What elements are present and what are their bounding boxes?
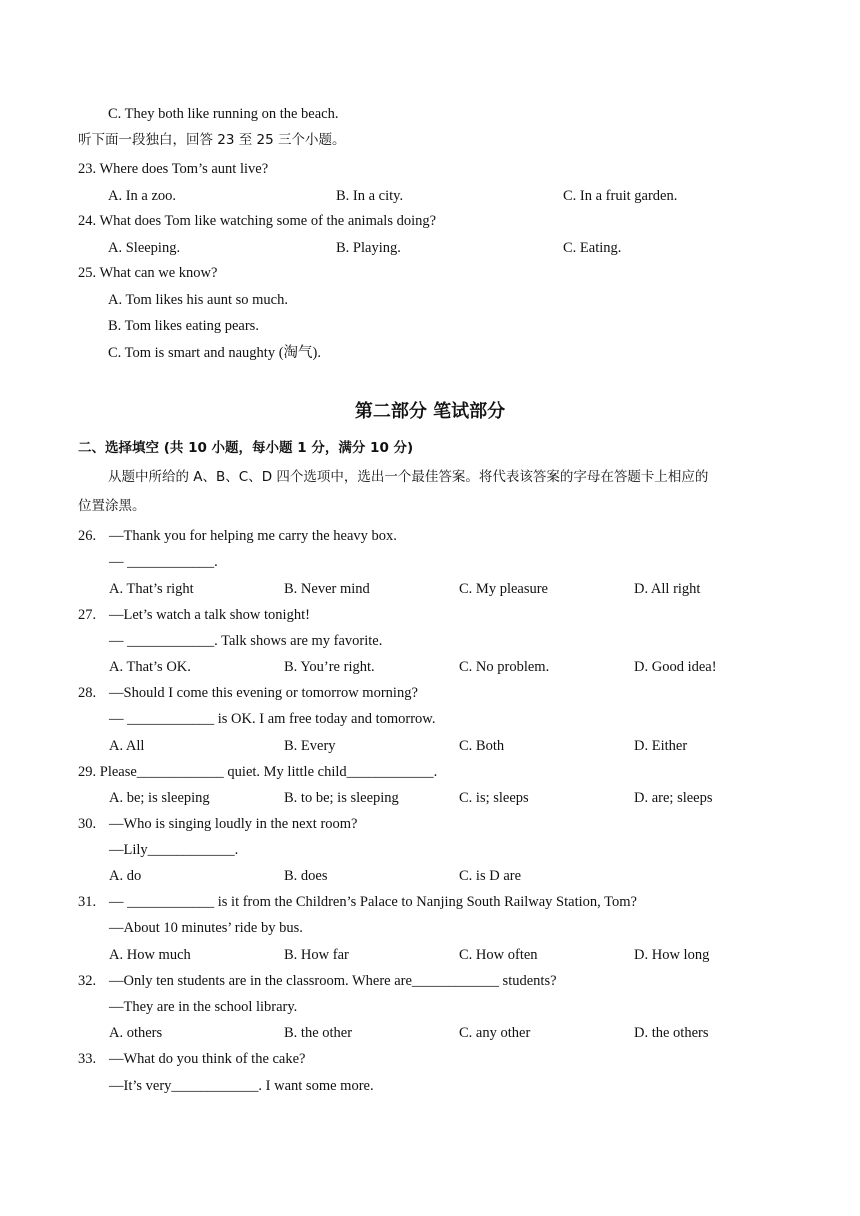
option-b: B. Every (284, 738, 336, 754)
option-a: A. All (109, 738, 145, 754)
question-line-1: —Only ten students are in the classroom. Where are____________ students? (109, 973, 557, 989)
option-c: C. How often (459, 947, 538, 963)
option-b: B. does (284, 868, 328, 884)
option-a: A. That’s right (109, 581, 194, 597)
question-line-1: —What do you think of the cake? (109, 1051, 306, 1067)
option-a: A. How much (109, 947, 191, 963)
question-line-2: —About 10 minutes’ ride by bus. (109, 920, 303, 936)
option-c: C. is D are (459, 868, 522, 884)
option-b: B. You’re right. (284, 659, 375, 675)
option-d: D. How long (634, 947, 710, 963)
question-number: 28. (78, 685, 97, 701)
question-number: 33. (78, 1051, 97, 1067)
question-line-1: —Should I come this evening or tomorrow morning? (109, 685, 418, 701)
question-line-1: —Who is singing loudly in the next room? (109, 816, 358, 832)
question-line-2: — ____________ is OK. I am free today and tomorrow. (109, 711, 436, 727)
section-heading: 二、选择填空 (共 10 小题，每小题 1 分，满分 10 分) (78, 440, 414, 456)
q24-option-b: B. Playing. (336, 240, 401, 256)
question-number: 32. (78, 973, 97, 989)
option-a: A. That’s OK. (109, 659, 191, 675)
option-d: D. the others (634, 1025, 709, 1041)
option-b: B. Never mind (284, 581, 370, 597)
question-number: 26. (78, 528, 97, 544)
q25-option-a: A. Tom likes his aunt so much. (108, 292, 288, 308)
part2-title: 第二部分 笔试部分 (354, 401, 506, 422)
question-line-1: — ____________ is it from the Children’s Palace to Nanjing South Railway Station, Tom? (109, 894, 637, 910)
question-number: 31. (78, 894, 97, 910)
q25-option-c: C. Tom is smart and naughty (淘气). (108, 345, 321, 361)
option-c: C. No problem. (459, 659, 550, 675)
option-d: D. Either (634, 738, 688, 754)
option-b: B. to be; is sleeping (284, 790, 399, 806)
question-line-2: —It’s very____________. I want some more. (109, 1078, 374, 1094)
q25-option-b: B. Tom likes eating pears. (108, 318, 259, 334)
q23-option-b: B. In a city. (336, 188, 404, 204)
question-number: 27. (78, 607, 97, 623)
option-a: A. do (109, 868, 142, 884)
option-d: D. are; sleeps (634, 790, 713, 806)
option-c: C. is; sleeps (459, 790, 529, 806)
q24-stem: 24. What does Tom like watching some of the animals doing? (78, 213, 437, 229)
q24-option-a: A. Sleeping. (108, 240, 181, 256)
directions-line-2: 位置涂黑。 (78, 498, 146, 514)
question-line-1: 29. Please____________ quiet. My little child____________. (78, 764, 438, 780)
option-d: D. Good idea! (634, 659, 717, 675)
option-a: A. be; is sleeping (109, 790, 210, 806)
q23-option-c: C. In a fruit garden. (563, 188, 678, 204)
option-d: D. All right (634, 581, 701, 597)
option-b: B. the other (284, 1025, 353, 1041)
option-c: C. any other (459, 1025, 531, 1041)
q22-option-c: C. They both like running on the beach. (108, 106, 339, 122)
option-b: B. How far (284, 947, 349, 963)
question-number: 30. (78, 816, 97, 832)
question-line-2: — ____________. Talk shows are my favorite. (109, 633, 383, 649)
directions-line-1: 从题中所给的 A、B、C、D 四个选项中，选出一个最佳答案。将代表该答案的字母在答题卡上相应的 (108, 469, 709, 485)
question-line-2: — ____________. (109, 554, 218, 570)
option-a: A. others (109, 1025, 163, 1041)
option-c: C. My pleasure (459, 581, 548, 597)
q25-stem: 25. What can we know? (78, 265, 218, 281)
listening-instruction: 听下面一段独白，回答 23 至 25 三个小题。 (78, 132, 346, 148)
question-line-1: —Let’s watch a talk show tonight! (109, 607, 310, 623)
question-line-2: —They are in the school library. (109, 999, 298, 1015)
question-line-1: —Thank you for helping me carry the heavy box. (109, 528, 397, 544)
question-line-2: —Lily____________. (109, 842, 239, 858)
q23-stem: 23. Where does Tom’s aunt live? (78, 161, 269, 177)
q24-option-c: C. Eating. (563, 240, 622, 256)
option-c: C. Both (459, 738, 505, 754)
q23-option-a: A. In a zoo. (108, 188, 177, 204)
